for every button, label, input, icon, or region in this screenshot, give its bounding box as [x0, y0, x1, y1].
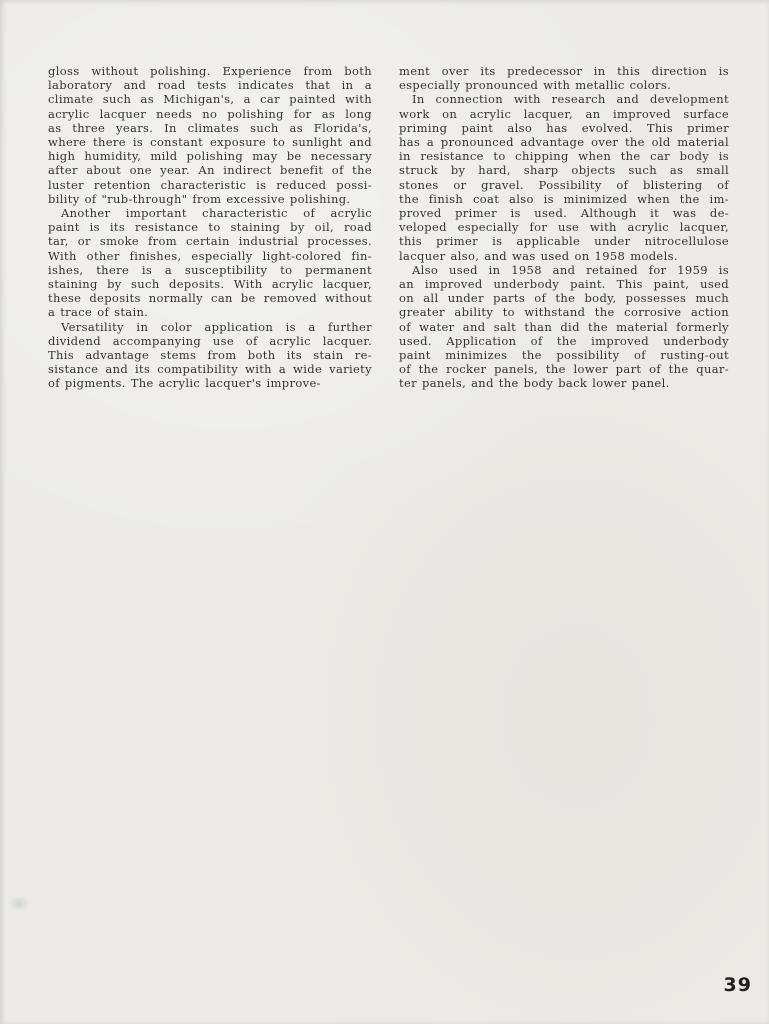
text-line: dividend accompanying use of acrylic lacquer.	[48, 333, 372, 348]
text-line: staining by such deposits. With acrylic lacquer,	[48, 277, 372, 292]
text-line: ment over its predecessor in this direction is	[399, 64, 729, 78]
text-line: This advantage stems from both its stain re-	[48, 348, 372, 363]
text-line: Also used in 1958 and retained for 1959 is	[412, 262, 729, 277]
text-line: With other finishes, especially light-colored fin-	[48, 248, 372, 263]
text-line: where there is constant exposure to sunlight and	[48, 135, 372, 150]
page-number: 39	[723, 974, 752, 996]
text-line: climate such as Michigan's, a car painted with	[48, 92, 372, 107]
text-line: on all under parts of the body, possesses much	[399, 291, 729, 306]
text-line: these deposits normally can be removed without	[48, 291, 372, 306]
text-line: ter panels, and the body back lower panel.	[399, 376, 670, 391]
text-line: high humidity, mild polishing may be necessary	[48, 149, 372, 164]
text-line: as three years. In climates such as Florida's,	[48, 120, 372, 135]
text-line: of the rocker panels, the lower part of the quar-	[399, 362, 729, 377]
text-line: lacquer also, and was used on 1958 models.	[399, 248, 678, 263]
text-line: has a pronounced advantage over the old material	[399, 135, 729, 150]
text-line: Versatility in color application is a further	[61, 319, 372, 334]
text-line: acrylic lacquer needs no polishing for as long	[48, 106, 372, 121]
text-line: ishes, there is a susceptibility to permanent	[48, 262, 372, 277]
text-line: in resistance to chipping when the car body is	[399, 149, 729, 164]
text-line: struck by hard, sharp objects such as small	[399, 163, 729, 178]
text-line: after about one year. An indirect benefit of the	[48, 163, 372, 178]
text-column-left	[48, 64, 372, 391]
text-line: laboratory and road tests indicates that in a	[48, 78, 372, 93]
text-line: paint minimizes the possibility of rusting-out	[399, 348, 729, 363]
text-line: greater ability to withstand the corrosive action	[399, 305, 729, 320]
text-line: of water and salt than did the material formerly	[399, 319, 729, 334]
text-line: this primer is applicable under nitrocellulose	[399, 234, 729, 249]
text-line: priming paint also has evolved. This primer	[399, 120, 729, 135]
text-line: bility of "rub-through" from excessive polishing.	[48, 191, 351, 206]
text-line: tar, or smoke from certain industrial processes.	[48, 234, 372, 249]
text-line: gloss without polishing. Experience from both	[48, 64, 372, 78]
text-line: veloped especially for use with acrylic lacquer,	[399, 220, 729, 235]
text-line: Another important characteristic of acrylic	[61, 206, 372, 221]
text-line: sistance and its compatibility with a wide variety	[48, 362, 372, 377]
text-line: especially pronounced with metallic colors.	[399, 78, 672, 93]
text-line: a trace of stain.	[48, 305, 149, 320]
text-line: an improved underbody paint. This paint, used	[399, 277, 729, 292]
text-column-right	[399, 64, 729, 391]
text-line: the finish coat also is minimized when the im-	[399, 191, 729, 206]
paper-smudge-mark	[8, 896, 30, 911]
text-line: stones or gravel. Possibility of blistering of	[399, 177, 729, 192]
text-line: In connection with research and development	[412, 92, 729, 107]
text-line: of pigments. The acrylic lacquer's improve-	[48, 376, 321, 391]
text-line: proved primer is used. Although it was de-	[399, 206, 729, 221]
text-line: paint is its resistance to staining by oil, road	[48, 220, 372, 235]
text-line: used. Application of the improved underbody	[399, 333, 729, 348]
text-line: luster retention characteristic is reduced possi-	[48, 177, 372, 192]
text-line: work on acrylic lacquer, an improved surface	[399, 106, 729, 121]
